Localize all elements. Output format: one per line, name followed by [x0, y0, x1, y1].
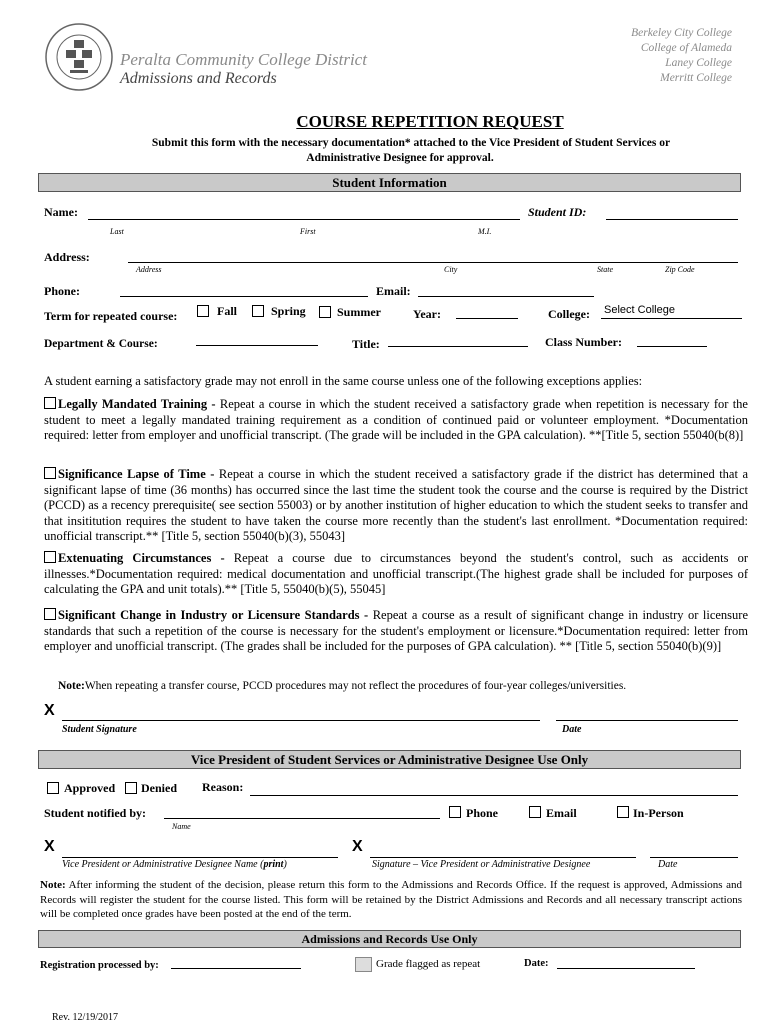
- industry-change-checkbox[interactable]: [44, 608, 56, 620]
- signature-x-mark: X: [44, 702, 55, 719]
- name-field[interactable]: [88, 219, 520, 220]
- college-label: College:: [548, 307, 590, 321]
- class-number-field[interactable]: [637, 346, 707, 347]
- processed-by-field[interactable]: [171, 968, 301, 969]
- spring-label: Spring: [271, 304, 306, 318]
- instructions-line-2: Administrative Designee for approval.: [306, 152, 494, 164]
- email-label: Email:: [376, 284, 411, 298]
- vp-name-field[interactable]: [62, 857, 338, 858]
- note-text: When repeating a transfer course, PCCD procedures may not reflect the procedures of four-year colleges/universities.: [84, 680, 627, 692]
- student-id-field[interactable]: [606, 219, 738, 220]
- exception-legally-mandated: [44, 397, 748, 444]
- exception-title: Extenuating Circumstances -: [58, 551, 225, 565]
- vp-date-sublabel: Date: [658, 859, 678, 870]
- reason-field[interactable]: [250, 795, 738, 796]
- email-field[interactable]: [418, 296, 594, 297]
- mi-sublabel: M.I.: [478, 227, 492, 236]
- office-name: Admissions and Records: [120, 70, 277, 87]
- zip-sublabel: Zip Code: [665, 265, 695, 274]
- email-option-label: Email: [546, 806, 577, 820]
- city-sublabel: City: [444, 265, 458, 274]
- ar-date-field[interactable]: [557, 968, 695, 969]
- grade-flagged-label: Grade flagged as repeat: [376, 958, 481, 970]
- vp-name-sub-b: print: [263, 859, 284, 870]
- notified-name-field[interactable]: [164, 818, 440, 819]
- intro-text: A student earning a satisfactory grade may not enroll in the same course unless one of the following exceptions applies:: [44, 374, 643, 388]
- ar-section-header: Admissions and Records Use Only: [38, 930, 741, 948]
- phone-field[interactable]: [120, 296, 368, 297]
- exception-lapse-of-time: [44, 467, 748, 545]
- reason-label: Reason:: [202, 780, 244, 794]
- address-label: Address:: [44, 250, 90, 264]
- state-sublabel: State: [597, 265, 613, 274]
- college-select[interactable]: [601, 302, 742, 319]
- exception-industry-change: [44, 608, 748, 655]
- phone-label: Phone:: [44, 284, 80, 298]
- exception-title: Significant Change in Industry or Licensure Standards -: [58, 608, 369, 622]
- phone-checkbox[interactable]: [449, 806, 461, 818]
- college-name: College of Alameda: [640, 42, 732, 54]
- name-label: Name:: [44, 205, 78, 219]
- address-sublabel: Address: [136, 265, 162, 274]
- vp-name-sub-a: Vice President or Administrative Designee Name (: [62, 859, 264, 870]
- year-label: Year:: [413, 307, 441, 321]
- summer-checkbox[interactable]: [319, 306, 331, 318]
- college-name: Merritt College: [660, 72, 732, 84]
- exception-body: Repeat a course in which the student received a satisfactory grade when repetition is necessary for the student to meet a legally mandated training requirement as a condition of continued paid or volunteer employment. *Documentation required: letter from employer and unofficial transcript. (The grade will be included in the GPA calculation). **[Title 5, section 55040(b(8)]: [44, 397, 748, 442]
- vp-section-header: Vice President of Student Services or Administrative Designee Use Only: [38, 750, 741, 769]
- extenuating-checkbox[interactable]: [44, 551, 56, 563]
- email-checkbox[interactable]: [529, 806, 541, 818]
- first-sublabel: First: [300, 227, 316, 236]
- student-signature-sublabel: Student Signature: [62, 724, 137, 735]
- in-person-label: In-Person: [633, 806, 684, 820]
- exception-extenuating: [44, 551, 748, 598]
- note-label: Note:: [40, 879, 66, 891]
- denied-label: Denied: [141, 781, 177, 795]
- exception-body: Repeat a course due to circumstances beyond the student's control, such as accidents or illnesses.*Documentation required: medical documentation and unofficial transcript.(The highest grade shall be included for purposes of calculating the GPA and unit totals).** [Title 5, 55040(b)(5), 55045]: [44, 551, 748, 596]
- processed-by-label: Registration processed by:: [40, 960, 159, 971]
- exception-body: Repeat a course as a result of significant change in industry or licensure standards that such a repetition of the course is necessary for the student's employment or licensure.*Documentation required: letter from employer and unofficial transcript. (The grades shall be included for the purposes of GPA calculation). ** [Title 5, section 55040(b)(9)]: [44, 608, 748, 653]
- summer-label: Summer: [337, 305, 381, 319]
- fall-label: Fall: [217, 304, 237, 318]
- spring-checkbox[interactable]: [252, 305, 264, 317]
- vp-name-sublabel: [62, 859, 287, 870]
- exception-title: Legally Mandated Training -: [58, 397, 216, 411]
- form-title: COURSE REPETITION REQUEST: [296, 112, 564, 131]
- exception-title: Significance Lapse of Time -: [58, 467, 215, 481]
- approved-checkbox[interactable]: [47, 782, 59, 794]
- legally-mandated-checkbox[interactable]: [44, 397, 56, 409]
- vp-signature-sublabel: Signature – Vice President or Administrative Designee: [372, 859, 591, 870]
- note-label: Note:: [58, 680, 85, 692]
- student-date-field[interactable]: [556, 720, 738, 721]
- ar-date-label: Date:: [524, 958, 549, 969]
- note-text: After informing the student of the decision, please return this form to the Admissions and Records Office. If the request is approved, Admissions and Records will register the student for the course listed. This form will be retained by the District Admissions and Records and all necessary transcript actions will be completed once grades have been posted at the end of the term.: [40, 879, 742, 920]
- address-field[interactable]: [128, 262, 738, 263]
- year-field[interactable]: [456, 318, 518, 319]
- revision-date: Rev. 12/19/2017: [52, 1012, 119, 1023]
- vp-name-sub-c: ): [283, 859, 287, 870]
- lapse-of-time-checkbox[interactable]: [44, 467, 56, 479]
- term-label: Term for repeated course:: [44, 309, 178, 323]
- name-sublabel: Name: [172, 822, 191, 831]
- notified-label: Student notified by:: [44, 806, 147, 820]
- college-name: Berkeley City College: [631, 27, 732, 39]
- district-name: Peralta Community College District: [120, 50, 367, 69]
- approved-label: Approved: [64, 781, 116, 795]
- transfer-note: [58, 680, 626, 692]
- student-id-label: Student ID:: [528, 205, 587, 219]
- vp-signature-x-mark: X: [352, 838, 363, 855]
- vp-signature-field[interactable]: [370, 857, 636, 858]
- instructions-line-1: Submit this form with the necessary documentation* attached to the Vice President of Student Services or: [151, 137, 671, 149]
- vp-name-x-mark: X: [44, 838, 55, 855]
- denied-checkbox[interactable]: [125, 782, 137, 794]
- college-name: Laney College: [665, 57, 732, 69]
- dept-course-label: Department & Course:: [44, 338, 158, 350]
- student-signature-field[interactable]: [62, 720, 540, 721]
- in-person-checkbox[interactable]: [617, 806, 629, 818]
- student-date-sublabel: Date: [562, 724, 582, 735]
- exception-body: Repeat a course in which the student received a satisfactory grade if the district has determined that a significant lapse of time (36 months) has occurred since the last time the student took the course and the course is required by the District (PCCD) as a recency prerequisite( see section 55003) or by another institution of higher education to which the student seeks to transfer and that insititution requires the student to have taken the course more recently than the student's last enrollment. *Documentation required: unofficial transcript.** [Title 5, section 55040(b)(3), 55043]: [44, 467, 748, 543]
- college-list: [631, 26, 732, 86]
- vp-date-field[interactable]: [650, 857, 738, 858]
- title-label: Title:: [352, 337, 380, 351]
- class-number-label: Class Number:: [545, 335, 622, 349]
- dept-course-field[interactable]: [196, 345, 318, 346]
- student-info-header: Student Information: [38, 173, 741, 192]
- grade-flagged-checkbox[interactable]: [355, 957, 372, 972]
- fall-checkbox[interactable]: [197, 305, 209, 317]
- college-select-value: Select College: [604, 304, 675, 316]
- last-sublabel: Last: [110, 227, 124, 236]
- district-seal: [44, 22, 114, 92]
- title-field[interactable]: [388, 346, 528, 347]
- return-note: [40, 878, 742, 922]
- phone-option-label: Phone: [466, 806, 499, 820]
